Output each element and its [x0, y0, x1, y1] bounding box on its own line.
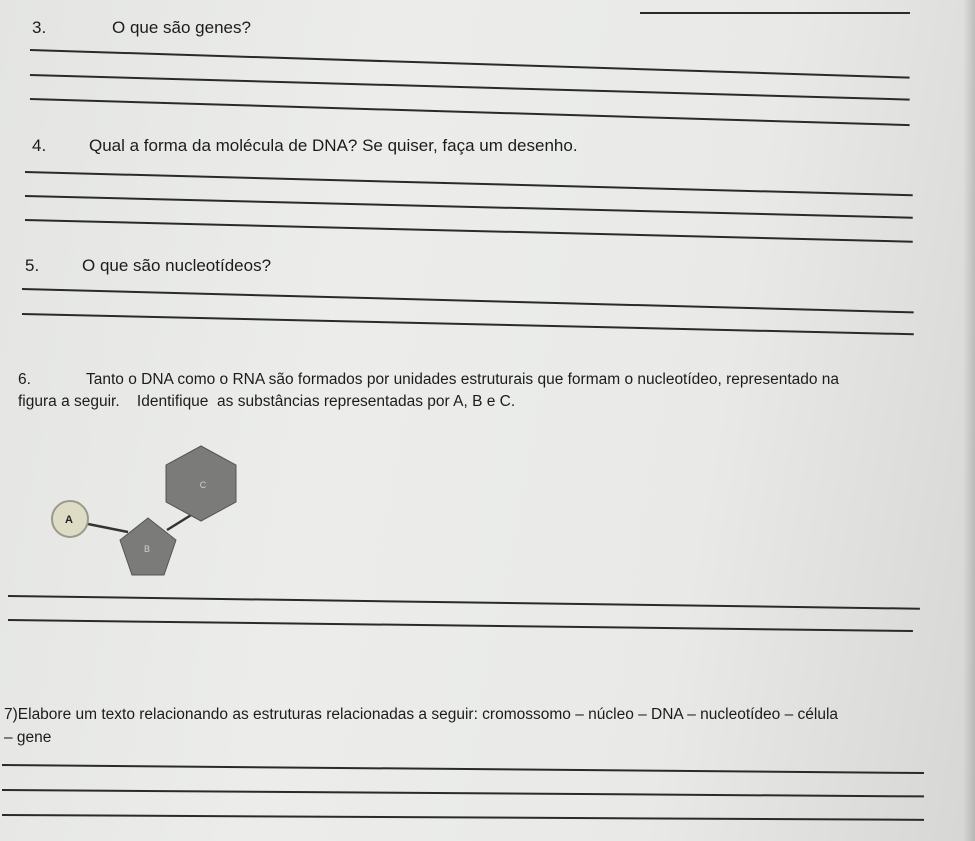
question-6-number: 6.	[18, 371, 31, 388]
label-c: C	[199, 480, 207, 490]
question-5-number: 5.	[25, 256, 40, 275]
question-6-line-2: figura a seguir. Identifique as substâncias representadas por A, B e C.	[18, 393, 516, 410]
question-5-text: O que são nucleotídeos?	[82, 256, 272, 275]
question-4-number: 4.	[32, 136, 47, 155]
question-7-line-2: – gene	[4, 729, 52, 746]
question-6-text: Tanto o DNA como o RNA são formados por unidades estruturais que formam o nucleotídeo, representado na	[86, 371, 840, 388]
label-b: B	[143, 544, 151, 554]
label-a: A	[65, 514, 73, 526]
question-7-line-1: 7)Elabore um texto relacionando as estruturas relacionadas a seguir: cromossomo – núcleo – DNA – nucleotídeo – célula	[4, 706, 839, 723]
question-3-number: 3.	[32, 18, 47, 37]
page-edge-shadow	[963, 0, 975, 841]
bond-line	[83, 523, 128, 532]
question-3-text: O que são genes?	[112, 18, 251, 37]
question-7	[4, 703, 964, 749]
question-4-text: Qual a forma da molécula de DNA? Se quiser, faça um desenho.	[89, 136, 578, 155]
